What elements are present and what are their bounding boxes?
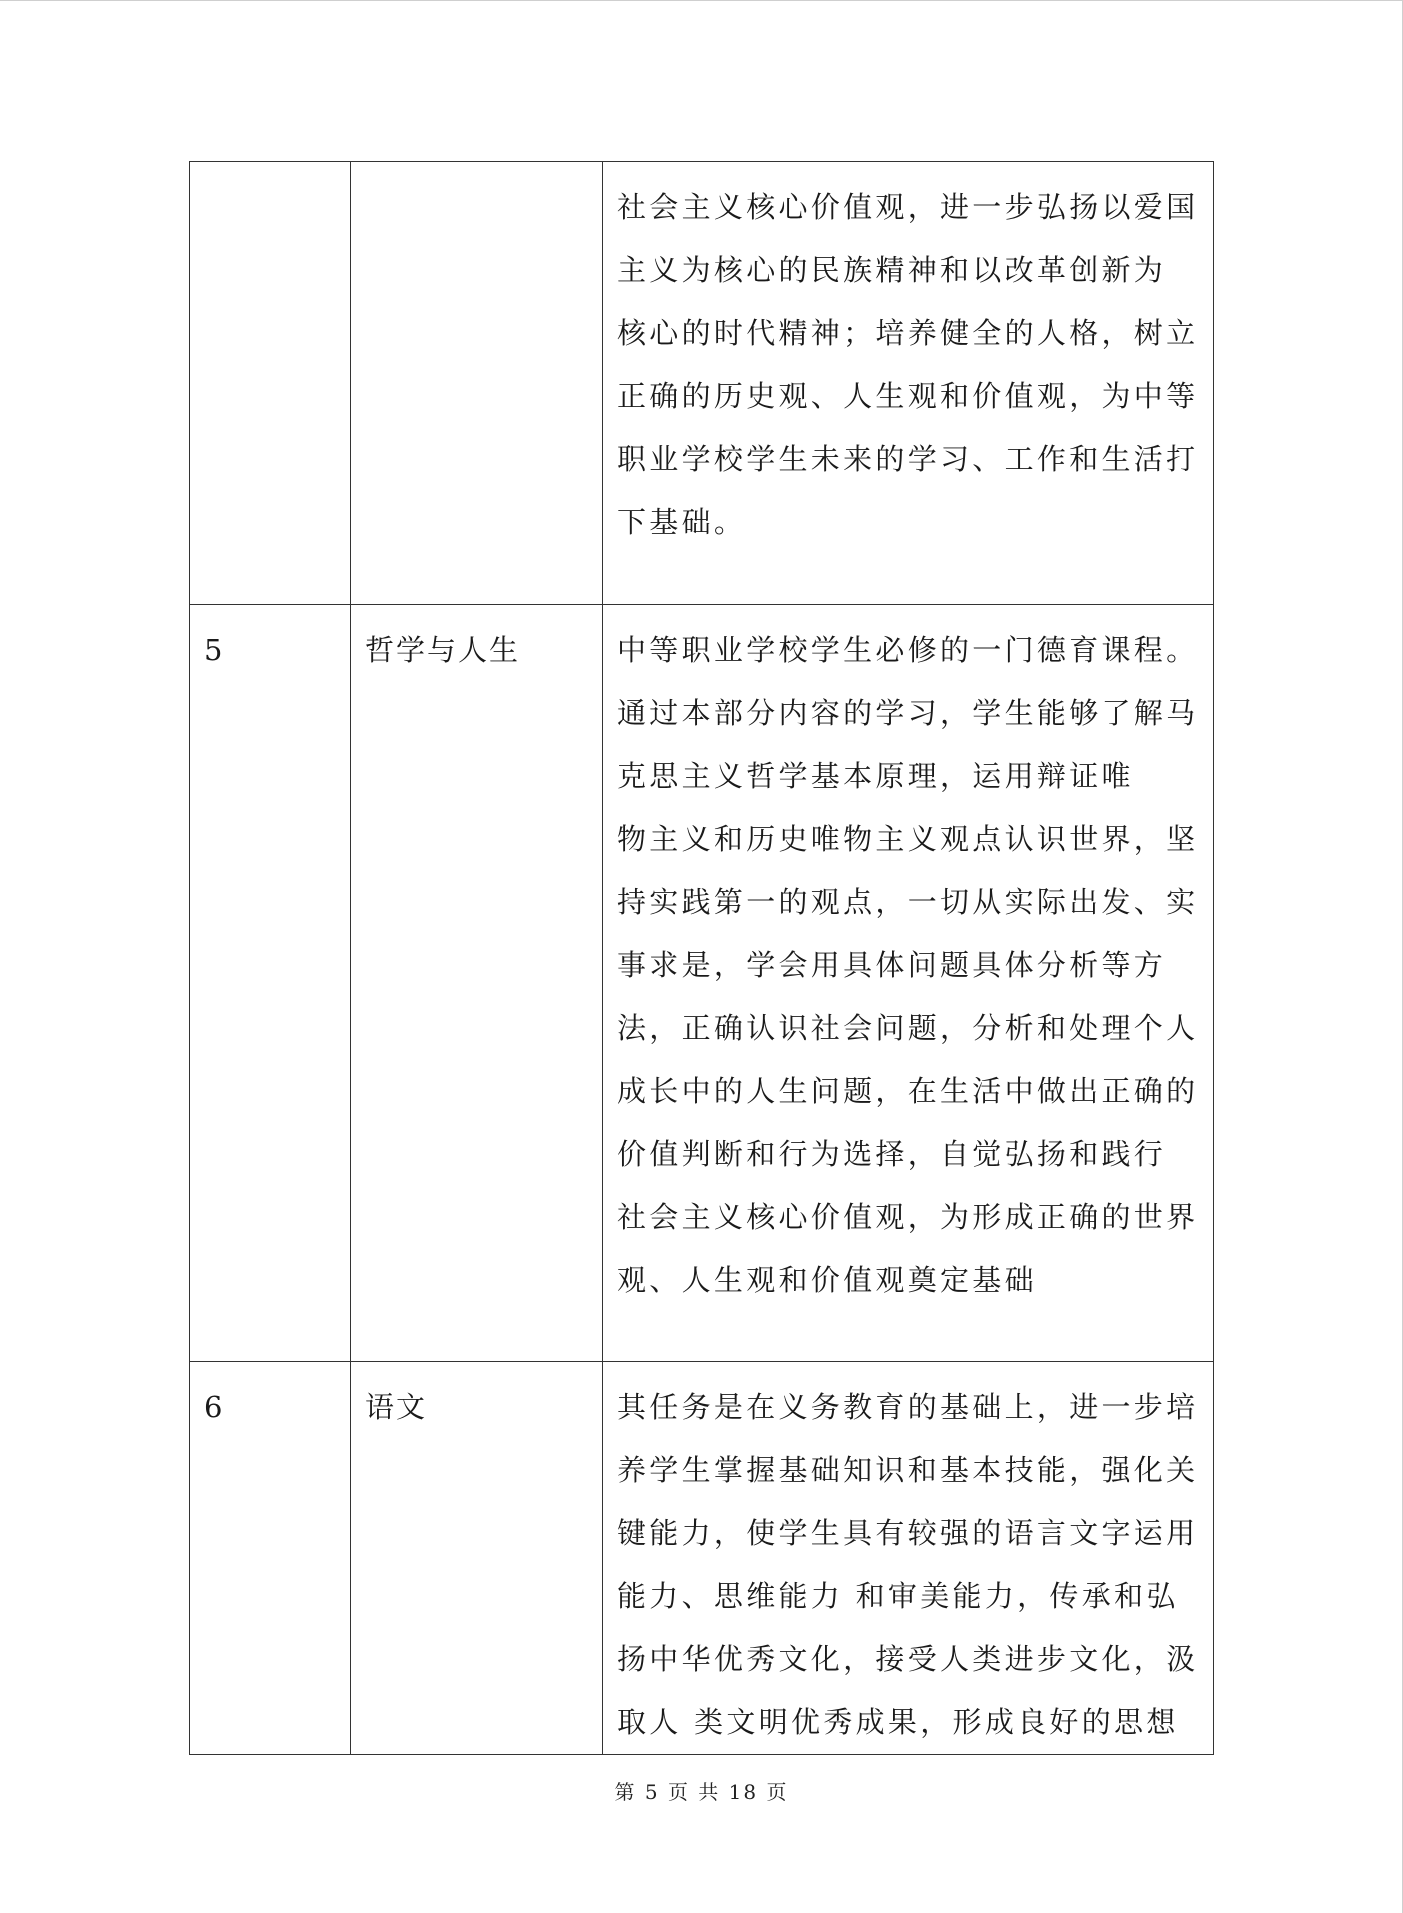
course-name-cell: 哲学与人生 [351, 605, 603, 1362]
table-row [190, 162, 1214, 605]
description-line: 主义为核心的民族精神和以改革创新为 [617, 253, 1167, 287]
table-row [190, 1362, 1214, 1755]
course-name-cell [351, 162, 603, 605]
page-edge-top [0, 0, 1403, 1]
description-line: 社会主义核心价值观，为形成正确的世界 [617, 1200, 1199, 1234]
description-line: 养学生掌握基础知识和基本技能，强化关 [617, 1453, 1199, 1487]
description-line: 事求是，学会用具体问题具体分析等方 [617, 948, 1167, 982]
description-line: 成长中的人生问题，在生活中做出正确的 [617, 1074, 1199, 1108]
description-line: 其任务是在义务教育的基础上，进一步培 [617, 1390, 1199, 1424]
description-line: 克思主义哲学基本原理，运用辩证唯 [617, 759, 1134, 793]
description-line: 键能力，使学生具有较强的语言文字运用 [617, 1516, 1199, 1550]
description-line: 能力、思维能力 和审美能力，传承和弘 [617, 1579, 1179, 1613]
page-footer: 第 5 页 共 18 页 [614, 1780, 789, 1804]
description-line: 职业学校学生未来的学习、工作和生活打 [617, 442, 1199, 476]
description-line: 价值判断和行为选择，自觉弘扬和践行 [617, 1137, 1167, 1171]
course-table [189, 161, 1214, 1755]
course-description-cell [603, 605, 1214, 1362]
course-description-cell [603, 162, 1214, 605]
description-line: 社会主义核心价值观，进一步弘扬以爱国 [617, 190, 1199, 224]
description-line: 法，正确认识社会问题，分析和处理个人 [617, 1011, 1199, 1045]
description-line: 扬中华优秀文化，接受人类进步文化，汲 [617, 1642, 1199, 1676]
description-line: 物主义和历史唯物主义观点认识世界，坚 [617, 822, 1199, 856]
description-line: 中等职业学校学生必修的一门德育课程。 [617, 633, 1199, 667]
description-line: 取人 类文明优秀成果，形成良好的思想 [617, 1705, 1179, 1739]
course-number-cell [190, 162, 351, 605]
course-number-cell: 5 [190, 605, 351, 1362]
description-line: 观、人生观和价值观奠定基础 [617, 1263, 1037, 1297]
description-line: 核心的时代精神；培养健全的人格，树立 [617, 316, 1199, 350]
table-row [190, 605, 1214, 1362]
course-name-cell: 语文 [351, 1362, 603, 1755]
description-line: 持实践第一的观点，一切从实际出发、实 [617, 885, 1199, 919]
course-description-cell [603, 1362, 1214, 1755]
description-line: 通过本部分内容的学习，学生能够了解马 [617, 696, 1199, 730]
course-number-cell: 6 [190, 1362, 351, 1755]
description-line: 正确的历史观、人生观和价值观，为中等 [617, 379, 1199, 413]
description-line: 下基础。 [617, 505, 747, 539]
